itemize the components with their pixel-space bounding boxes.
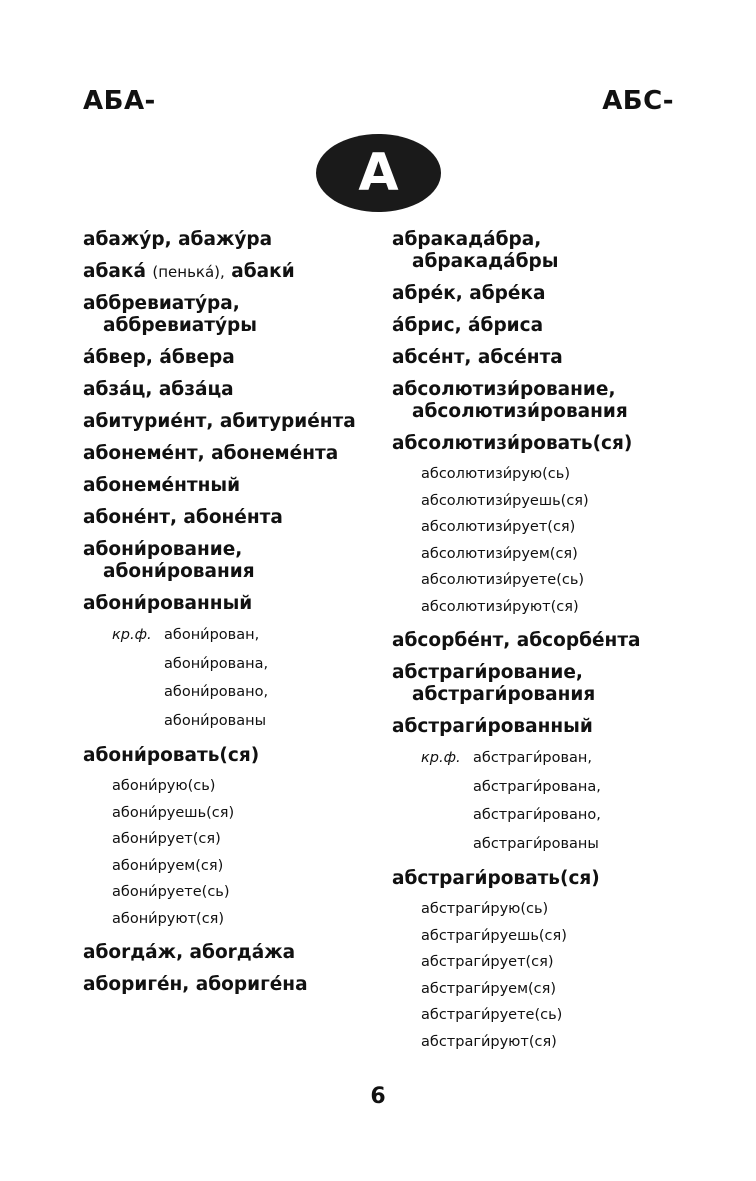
- dictionary-entry: [392, 315, 692, 337]
- word-form: абони́рует(ся): [112, 831, 221, 847]
- dictionary-entry: [83, 593, 373, 735]
- dictionary-entry: [392, 283, 692, 305]
- section-letter-badge: А: [316, 134, 441, 212]
- word-form: абсолютизи́руете(сь): [421, 572, 585, 588]
- headword: абстраги́рованный: [392, 716, 593, 737]
- headword: абсолютизи́ровать(ся): [392, 433, 633, 454]
- dictionary-entry: [83, 443, 373, 465]
- page-number: 6: [370, 1084, 386, 1109]
- right-column: [392, 229, 692, 1065]
- word-form: абони́рованы: [164, 712, 267, 729]
- headword: абонеме́нт, абонеме́нта: [83, 443, 339, 464]
- headword: аббревиату́ра,: [83, 293, 240, 314]
- headword: [83, 261, 373, 283]
- headword: абонеме́нтный: [83, 475, 241, 496]
- word-form: абстраги́руем(ся): [421, 980, 557, 997]
- headword-continuation: абсолютизи́рования: [412, 401, 628, 422]
- headword-part: абаки́: [231, 261, 295, 282]
- dictionary-entry: [83, 261, 373, 283]
- short-form-label: кр.ф.: [112, 627, 152, 643]
- word-form: абони́руешь(ся): [112, 804, 235, 821]
- headword-continuation: абони́рования: [103, 561, 255, 582]
- dictionary-entry: [392, 716, 692, 858]
- headword: абажу́р, абажу́ра: [83, 229, 273, 250]
- word-form: абстраги́руют(ся): [421, 1033, 557, 1050]
- dictionary-entry: [83, 379, 373, 401]
- dictionary-entry: [392, 379, 692, 423]
- word-form: абсолютизи́руешь(ся): [421, 492, 589, 509]
- conjugation-forms: [83, 773, 373, 932]
- word-form: абстраги́ровано,: [473, 807, 601, 823]
- word-form: абстраги́рована,: [473, 778, 601, 795]
- word-form: абони́ровано,: [164, 684, 269, 700]
- word-form: абони́руете(сь): [112, 884, 230, 900]
- dictionary-entry: [83, 411, 373, 433]
- running-head-left: АБА-: [83, 86, 156, 116]
- headword-part: абака́: [83, 261, 146, 282]
- word-form: абони́рована,: [164, 655, 269, 672]
- headword: абсолютизи́рование,: [392, 379, 616, 400]
- dictionary-entry: [83, 229, 373, 251]
- headword: абони́ровать(ся): [83, 745, 260, 766]
- short-forms: [83, 621, 373, 735]
- headword: абстраги́ровать(ся): [392, 868, 600, 889]
- headword: абorда́ж, абorда́жа: [83, 942, 296, 963]
- headword: абза́ц, абза́ца: [83, 379, 234, 400]
- dictionary-entry: [392, 662, 692, 706]
- dictionary-entry: [83, 293, 373, 337]
- word-form: абстраги́рую(сь): [421, 901, 549, 917]
- word-form: абони́рован,: [164, 627, 260, 643]
- headword: абитурие́нт, абитурие́нта: [83, 411, 356, 432]
- word-form: абсолютизи́рую(сь): [421, 466, 570, 482]
- dictionary-entry: [392, 229, 692, 273]
- headword: абоне́нт, абоне́нта: [83, 507, 283, 528]
- dictionary-entry: [392, 347, 692, 369]
- dictionary-entry: [83, 942, 373, 964]
- word-form: абстраги́рован,: [473, 750, 592, 766]
- headword: абре́к, абре́ка: [392, 283, 546, 304]
- conjugation-forms: [392, 896, 692, 1055]
- headword-continuation: абстраги́рования: [412, 684, 596, 705]
- dictionary-entry: [83, 745, 373, 932]
- dictionary-entry: [83, 347, 373, 369]
- word-form: абстраги́руешь(ся): [421, 927, 567, 944]
- dictionary-entry: [83, 539, 373, 583]
- headword: абони́рование,: [83, 539, 243, 560]
- dictionary-entry: [392, 868, 692, 1055]
- word-form: абстраги́руете(сь): [421, 1007, 563, 1023]
- word-form: абони́руют(ся): [112, 910, 225, 927]
- short-form-row: [83, 621, 373, 650]
- word-form: абстраги́рованы: [473, 835, 599, 852]
- usage-note: (пенька́),: [152, 263, 225, 281]
- headword: абракада́бра,: [392, 229, 542, 250]
- word-form: абстраги́рует(ся): [421, 954, 554, 970]
- headword: абсорбе́нт, абсорбе́нта: [392, 630, 641, 651]
- headword: абсе́нт, абсе́нта: [392, 347, 563, 368]
- dictionary-entry: [392, 630, 692, 652]
- short-form-row: [392, 744, 692, 773]
- conjugation-forms: [392, 461, 692, 620]
- running-head-right: АБС-: [602, 86, 674, 116]
- headword: абстраги́рование,: [392, 662, 583, 683]
- dictionary-entry: [392, 433, 692, 620]
- left-column: [83, 229, 373, 1006]
- word-form: абони́рую(сь): [112, 778, 216, 794]
- dictionary-entry: [83, 475, 373, 497]
- headword: а́брис, а́бриса: [392, 315, 544, 336]
- headword: а́бвер, а́бвера: [83, 347, 235, 368]
- dictionary-entry: [83, 507, 373, 529]
- dictionary-entry: [83, 974, 373, 996]
- short-form-label: кр.ф.: [421, 750, 461, 766]
- headword: абони́рованный: [83, 593, 253, 614]
- headword: абориге́н, абориге́на: [83, 974, 308, 995]
- word-form: абсолютизи́руем(ся): [421, 545, 578, 562]
- word-form: абони́руем(ся): [112, 857, 224, 874]
- headword-continuation: аббревиату́ры: [103, 315, 258, 336]
- word-form: абсолютизи́руют(ся): [421, 598, 579, 615]
- short-forms: [392, 744, 692, 858]
- headword-continuation: абракада́бры: [412, 251, 559, 272]
- word-form: абсолютизи́рует(ся): [421, 519, 576, 535]
